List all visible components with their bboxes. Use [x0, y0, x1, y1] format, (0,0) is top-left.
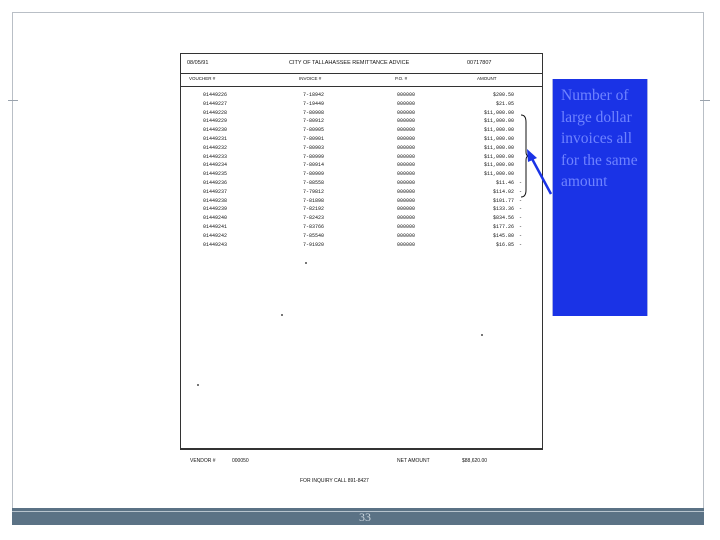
invoice-number: 7-18942	[303, 92, 325, 98]
document-number: 00717807	[467, 60, 492, 66]
vendor-label: VENDOR #	[190, 458, 216, 464]
po-number: 000000	[397, 171, 416, 178]
row-dash: -	[519, 241, 523, 248]
voucher-number: 01449242	[203, 232, 228, 239]
row-dash: -	[519, 215, 523, 222]
callout-text: Number of large dollar invoices all for the same amount	[561, 87, 638, 191]
voucher-number: 01449238	[203, 197, 228, 204]
po-number: 000000	[397, 223, 416, 230]
amount-value: $16.85	[495, 241, 514, 248]
invoice-number: 7-80999	[303, 153, 325, 160]
amount-value: $114.02	[492, 188, 514, 195]
amount-value: $11,000.00	[483, 127, 514, 134]
invoice-number: 7-85540	[303, 232, 325, 239]
invoice-number: 7-19449	[303, 100, 325, 107]
amount-value: $133.36	[492, 206, 514, 213]
invoice-number: 7-82423	[303, 215, 325, 222]
row-dash: -	[519, 197, 523, 204]
po-number: 000000	[397, 153, 416, 160]
invoice-number: 7-80903	[303, 144, 325, 151]
amount-value: $101.77	[492, 197, 514, 204]
net-amount-value: $88,620.00	[462, 458, 488, 464]
voucher-number: 01449229	[203, 118, 228, 125]
invoice-number: 7-80912	[303, 118, 325, 125]
po-number: 000000	[397, 100, 416, 107]
po-number: 000000	[397, 127, 416, 134]
document-date: 08/05/91	[187, 60, 209, 66]
voucher-number: 01449228	[203, 109, 228, 116]
amount-value: $177.26	[492, 223, 514, 230]
invoice-number: 7-80914	[303, 162, 325, 169]
row-dash: -	[519, 223, 523, 230]
column-header-voucher: VOUCHER #	[189, 76, 216, 81]
invoice-number: 7-80908	[303, 109, 325, 116]
invoice-number: 7-82192	[303, 206, 325, 213]
amount-value: $200.50	[492, 92, 514, 98]
column-header-invoice: INVOICE #	[299, 76, 322, 81]
invoice-number: 7-91920	[303, 241, 325, 248]
column-header-amount: AMOUNT	[477, 76, 497, 81]
po-number: 000000	[397, 215, 416, 222]
voucher-number: 01449232	[203, 144, 228, 151]
amount-value: $11,000.00	[483, 135, 514, 142]
po-number: 000000	[397, 241, 416, 248]
po-number: 000000	[397, 232, 416, 239]
amount-value: $11,000.00	[483, 109, 514, 116]
amount-value: $11,000.00	[483, 153, 514, 160]
po-number: 000000	[397, 188, 416, 195]
invoice-number: 7-80905	[303, 127, 325, 134]
po-number: 000000	[397, 206, 416, 213]
amount-value: $21.05	[495, 100, 514, 107]
row-dash: -	[519, 179, 523, 186]
voucher-number: 01449239	[203, 206, 228, 213]
po-number: 000000	[397, 144, 416, 151]
amount-value: $834.56	[492, 215, 514, 222]
invoice-number: 7-81898	[303, 197, 325, 204]
vendor-number: 000050	[232, 458, 249, 464]
voucher-number: 01449236	[203, 179, 228, 186]
net-amount-label: NET AMOUNT	[397, 458, 430, 464]
inquiry-line: FOR INQUIRY CALL 891-8427	[300, 478, 369, 484]
column-header-po: P.O. #	[395, 76, 408, 81]
voucher-number: 01449231	[203, 135, 228, 142]
invoice-number: 7-80901	[303, 135, 325, 142]
voucher-number: 01449235	[203, 171, 228, 178]
voucher-number: 01449227	[203, 100, 228, 107]
amount-value: $11,000.00	[483, 171, 514, 178]
document-title: CITY OF TALLAHASSEE REMITTANCE ADVICE	[289, 60, 410, 66]
po-number: 000000	[397, 92, 416, 98]
row-dash: -	[519, 188, 523, 195]
amount-value: $11,000.00	[483, 144, 514, 151]
po-number: 000000	[397, 135, 416, 142]
po-number: 000000	[397, 162, 416, 169]
slide-page-number: 33	[359, 510, 371, 524]
amount-value: $11,000.00	[483, 118, 514, 125]
invoice-number: 7-83766	[303, 223, 325, 230]
voucher-number: 01449240	[203, 215, 228, 222]
voucher-number: 01449233	[203, 153, 228, 160]
voucher-number: 01449243	[203, 241, 228, 248]
po-number: 000000	[397, 179, 416, 186]
voucher-number: 01449234	[203, 162, 228, 169]
po-number: 000000	[397, 109, 416, 116]
invoice-number: 7-79812	[303, 188, 325, 195]
voucher-number: 01449241	[203, 223, 228, 230]
voucher-number: 01449226	[203, 92, 228, 98]
amount-value: $145.80	[492, 232, 514, 239]
invoice-number: 7-88558	[303, 179, 325, 186]
amount-value: $11,000.00	[483, 162, 514, 169]
po-number: 000000	[397, 118, 416, 125]
invoice-number: 7-80909	[303, 171, 325, 178]
po-number: 000000	[397, 197, 416, 204]
row-dash: -	[519, 232, 523, 239]
amount-value: $11.46	[495, 179, 514, 186]
voucher-number: 01449237	[203, 188, 228, 195]
row-dash: -	[519, 206, 523, 213]
voucher-number: 01449230	[203, 127, 228, 134]
